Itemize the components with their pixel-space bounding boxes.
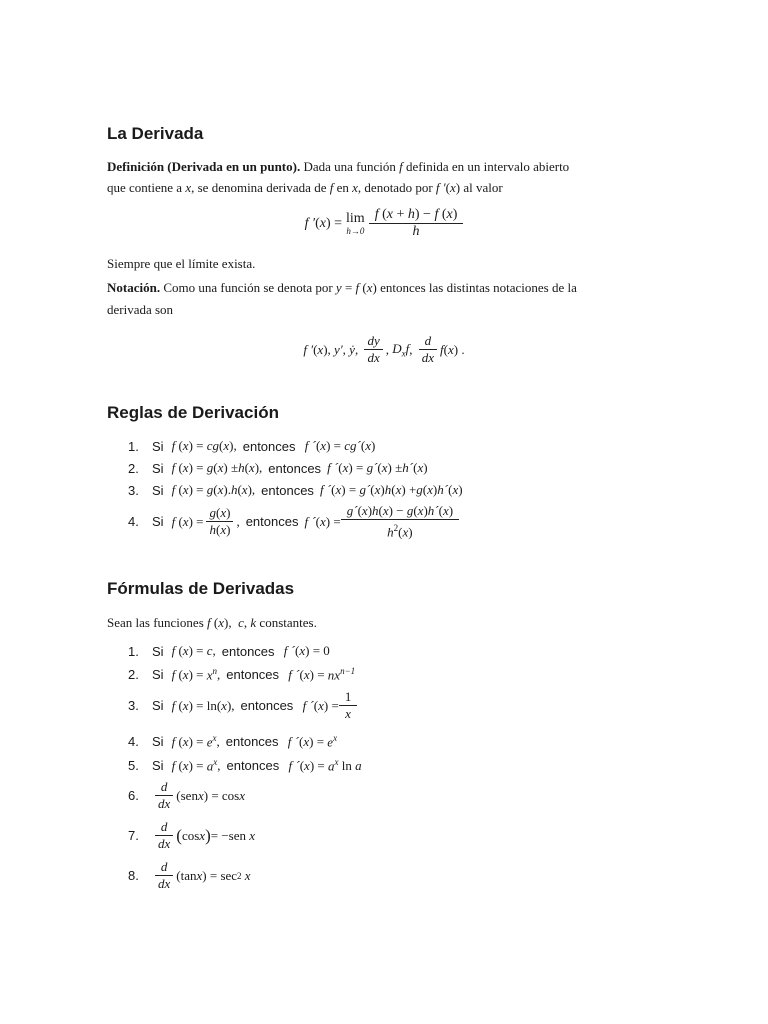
formulas-intro: Sean las funciones f (x), c, k constantes.	[107, 615, 317, 630]
formula-4: 4. Si f ( x ) = $e^x$ , entonces f ´ ( x ) = $e^x$	[128, 733, 338, 750]
intro-text: Sean las funciones	[107, 615, 208, 630]
item-number: 7.	[128, 828, 139, 843]
formula-7: 7. $\frac{d}{dx}$ ( cos x ) = −sen x	[128, 819, 256, 851]
item-number: 1.	[128, 438, 139, 454]
definition-text-3: que contiene a	[107, 180, 186, 195]
si-text: Si	[152, 438, 164, 454]
definition-text-6: , denotado por	[357, 180, 436, 195]
formula-3: 3. Si f ( x ) = ln( x ), entonces f ´ ( x ) = $\frac{1}{x}$	[128, 689, 357, 722]
definition-label: Definición (Derivada en un punto).	[107, 159, 301, 174]
entonces-text: entonces	[226, 667, 280, 683]
entonces-text: entonces	[225, 734, 279, 750]
notations-formula: f ′ ( x ), y′ , ẏ , $\frac{dy}{dx}$ , $D_xf$ , $\frac{d}{dx}$ f ( x ) .	[303, 333, 465, 365]
si-text: Si	[152, 698, 164, 713]
formula-8: 8. $\frac{d}{dx}$ (tan x ) = sec 2 x	[128, 859, 251, 891]
formula-1: 1. Si f ( x ) = c , entonces f ´ ( x ) = 0	[128, 643, 330, 659]
formula-5: 5. Si f ( x ) = $a^x$ , entonces f ´ ( x ) = $a^x$ ln a	[128, 757, 362, 774]
definition-text: Dada una función	[300, 159, 400, 174]
derivative-limit-formula: f ′ ( x ) = lim h→0 $\frac{f (x + h) - f (x)}{h}$	[0, 207, 768, 240]
notacion-line-2: derivada son	[107, 302, 174, 317]
item-number: 2.	[128, 667, 139, 683]
si-text: Si	[152, 460, 164, 476]
regla-4: 4. Si f ( x ) = $\frac{g(x)}{h(x)}$ , entonces f ´ ( x ) = $\frac{g´(x)h(x) - g(x)h´(x)}{h^2(x)}$	[128, 503, 459, 540]
item-number: 3.	[128, 698, 139, 713]
si-text: Si	[152, 758, 164, 774]
si-text: Si	[152, 667, 164, 683]
si-text: Si	[152, 734, 164, 750]
formula-6: 6. $\frac{d}{dx}$ (sen x ) = cos x	[128, 779, 246, 811]
item-number: 6.	[128, 788, 139, 803]
si-text: Si	[152, 482, 164, 498]
entonces-text: entonces	[226, 758, 280, 774]
siempre-text: Siempre que el límite exista.	[107, 256, 256, 271]
notacion-text-2: entonces las distintas notaciones de la	[380, 280, 577, 295]
entonces-text: entonces	[240, 698, 294, 713]
intro-text-2: constantes.	[256, 615, 317, 630]
definition-line-2: que contiene a x, se denomina derivada de f en x, denotado por f ′(x) al valor	[107, 180, 503, 195]
regla-3: 3. Si f ( x ) = g ( x ). h ( x ), entonces f ´ ( x ) = g´ ( x ) h ( x ) + g ( x ) h´ ( x )	[128, 482, 463, 498]
definition-text-5: en	[333, 180, 353, 195]
item-number: 4.	[128, 734, 139, 750]
si-text: Si	[152, 514, 164, 530]
notacion-text: Como una función se denota por	[160, 280, 336, 295]
item-number: 5.	[128, 758, 139, 774]
entonces-text: entonces	[261, 482, 314, 498]
si-text: Si	[152, 643, 164, 659]
item-number: 2.	[128, 460, 139, 476]
definition-text-7: al valor	[460, 180, 503, 195]
item-number: 1.	[128, 643, 139, 659]
definition-text-4: , se denomina derivada de	[191, 180, 330, 195]
entonces-text: entonces	[221, 643, 275, 659]
definition-text-2: definida en un intervalo abierto	[406, 159, 570, 174]
regla-1: 1. Si f ( x ) = cg ( x ), entonces f ´ ( x ) = cg´ ( x )	[128, 438, 376, 454]
entonces-text: entonces	[268, 460, 322, 476]
item-number: 3.	[128, 482, 139, 498]
heading-reglas: Reglas de Derivación	[107, 403, 279, 422]
definition-line-1: Definición (Derivada en un punto). Dada una función f definida en un intervalo abierto	[107, 159, 570, 174]
entonces-text: entonces	[245, 514, 299, 530]
regla-2: 2. Si f ( x ) = g ( x ) ± h ( x ), entonces f ´ ( x ) = g´ ( x ) ± h´ ( x )	[128, 460, 428, 476]
item-number: 4.	[128, 514, 139, 530]
heading-la-derivada: La Derivada	[107, 124, 204, 143]
item-number: 8.	[128, 868, 139, 883]
notacion-line-1: Notación. Como una función se denota por y = f (x) entonces las distintas notaciones de la	[107, 280, 577, 295]
heading-formulas: Fórmulas de Derivadas	[107, 579, 295, 598]
formula-2: 2. Si f ( x ) = $x^n$ , entonces f ´ ( x ) = $nx^{n-1}$	[128, 666, 356, 683]
notacion-label: Notación.	[107, 280, 161, 295]
entonces-text: entonces	[242, 438, 296, 454]
